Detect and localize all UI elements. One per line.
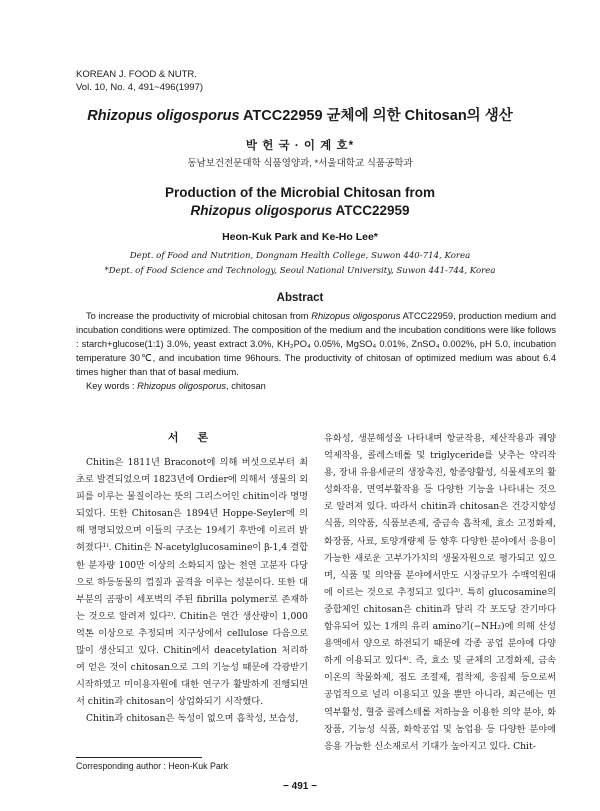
keywords-species: Rhizopus oligosporus [137, 381, 227, 391]
keywords-label: Key words : [86, 381, 138, 391]
korean-title-rest: ATCC22959 균체에 의한 Chitosan의 생산 [239, 108, 513, 124]
english-authors: Heon-Kuk Park and Ke-Ho Lee* [222, 231, 378, 243]
abstract-species: Rhizopus oligosporus [311, 311, 401, 321]
footnote: Corresponding author : Heon-Kuk Park [76, 761, 229, 771]
korean-affiliation: 동남보건전문대학 식품영양과, *서울대학교 식품공학과 [187, 158, 413, 169]
english-affiliation-1: Dept. of Food and Nutrition, Dongnam Health College, Suwon 440-714, Korea [129, 251, 471, 261]
korean-authors: 박 헌 국 · 이 계 호* [245, 140, 355, 152]
abstract-text-a: To increase the productivity of microbial chitosan from [86, 311, 312, 321]
page-number: − 491 − [283, 781, 317, 792]
english-affiliation-2: *Dept. of Food Science and Technology, Seoul National University, Suwon 441-744, Korea [104, 266, 496, 276]
english-title-strain: ATCC22959 [332, 203, 410, 218]
section-heading: 서 론 [167, 432, 217, 444]
body-column-right [324, 430, 556, 755]
english-title-species: Rhizopus oligosporus [190, 203, 333, 218]
keywords [76, 379, 556, 393]
korean-title-species: Rhizopus oligosporus [87, 108, 240, 124]
abstract-text [76, 309, 556, 379]
english-title [0, 184, 600, 220]
body-column-left [76, 430, 308, 728]
paragraph: Chitin과 chitosan은 독성이 없으며 흡착성, 보습성, [86, 713, 299, 725]
paragraph: Chitin은 1811년 Braconot에 의해 버섯으로부터 최초로 발견되었으며 1823년에 Ordier에 의해서 생물의 외피를 이루는 물질이라는 뜻의 그리스어인 chitin이라 명명되었다. 또한 Chitosan은 1894년 Hoppe-Seyler에 의해 명명되었으며 이들의 구조는 19세기 후반에 이르러 밝혀졌다¹⁾. Chitin은 N-acetylglucosamine이 β-1,4 결합한 분자량 100만 이상의 소화되지 않는 천연 고분자 다당으로 하등동물의 껍질과 골격을 이루는 성분이다. 또한 대부분의 곰팡이 세포벽의 주된 fibrilla polymer로 존재하는 것으로 알려져 있다²⁾. Chitin은 연간 생산량이 1,000억톤 이상으로 추정되며 지구상에서 cellulose 다음으로 많이 생산되고 있다. Chitin에서 deacetylation 처리하여 얻은 것이 chitosan으로 그의 기능성 때문에 각광받기 시작하였고 미이용자원에 대한 연구가 활발하게 진행되면서 chitin과 chitosan이 상업화되기 시작했다. [76, 457, 308, 708]
english-title-line1: Production of the Microbial Chitosan from [165, 185, 435, 200]
english-title-line2 [0, 202, 600, 220]
paragraph: 유화성, 생분해성을 나타내며 항균작용, 제산작용과 궤양억제작용, 콜레스테롤 및 triglyceride를 낮추는 약리작용, 장내 유용세균의 생장촉진, 항종양활성, 식물세포의 활성화작용, 면역부활작용 등 다양한 기능을 나타내는 것으로 알려져 있다. 따라서 chitin과 chitosan은 건강지향성 식품, 의약품, 식품보존제, 중금속 흡착제, 효소 고정화제, 화장품, 사료, 토양개량제 등 향후 다양한 분야에서 응용이 가능한 새로운 고부가가치의 생물자원으로 평가되고 있으며, 식품 및 의약품 분야에서만도 시장규모가 수백억원대에 이르는 것으로 추정되고 있다³⁾. 특히 glucosamine의 중합체인 chitosan은 chitin과 달리 각 포도당 잔기마다 함유되어 있는 1개의 유리 amino기(−NH₂)에 의해 산성 용액에서 양으로 하전되기 때문에 각종 공업 분야에 다양하게 이용되고 있다⁴⁾. 즉, 효소 및 균체의 고정화제, 금속 이온의 착물화제, 점도 조절제, 접착제, 응집제 등으로써 공업적으로 널리 이용되고 있을 뿐만 아니라, 최근에는 면역부활성, 혈중 콜레스테롤 저하능을 이용한 의약 분야, 화장품, 기능성 식품, 화학공업 및 농업용 등 다양한 분야에 응용 가능한 신소재로서 기대가 높아지고 있다. Chit- [324, 433, 556, 752]
journal-name: KOREAN J. FOOD & NUTR. [76, 69, 197, 80]
korean-title [0, 104, 600, 125]
abstract-body [76, 309, 556, 393]
abstract-heading: Abstract [276, 292, 324, 304]
abstract-text-b: ATCC22959, production medium and incubation conditions were optimized. The composition of the medium and the incubation conditions were like follows : starch+glucose(1:1) 3.0%, yeast extract 3.0%, KH₂PO₄ 0.05%, MgSO₄ 0.01%, ZnSO₄ 0.002%, pH 5.0, incubation temperature 30℃, and incubation time 96hours. The productivity of chitosan of optimized medium was about 6.4 times higher than that of basal medium. [76, 311, 557, 377]
keywords-rest: , chitosan [226, 381, 266, 391]
journal-header [76, 68, 203, 94]
journal-volume: Vol. 10, No. 4, 491~496(1997) [76, 82, 204, 93]
english-affiliations [0, 249, 600, 279]
footnote-divider [76, 757, 202, 758]
